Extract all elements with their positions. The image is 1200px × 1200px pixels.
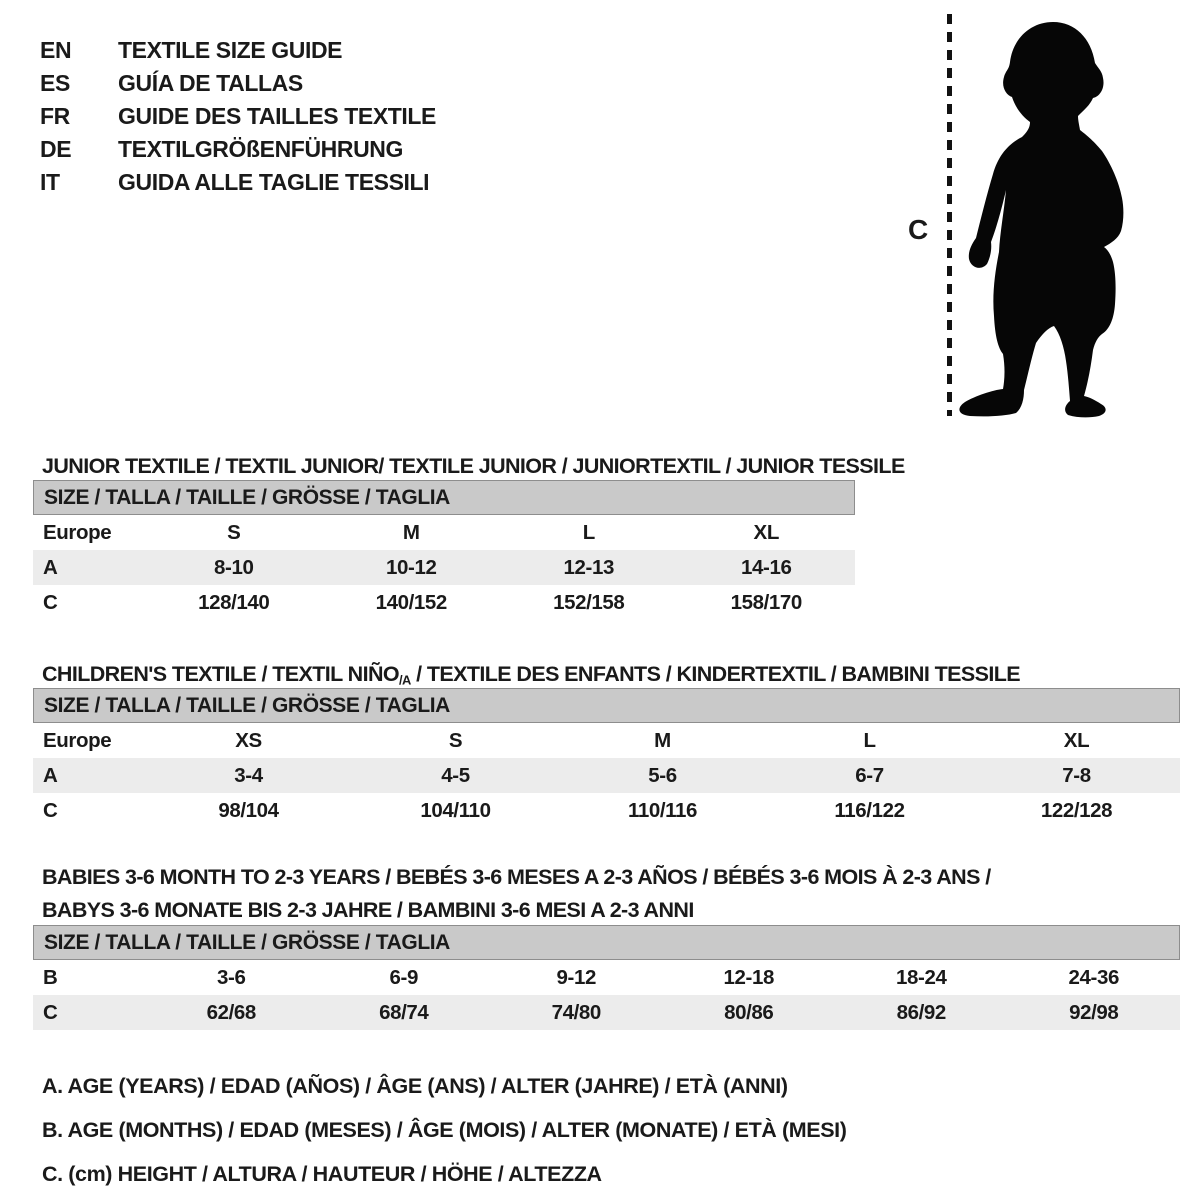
language-row-fr [40, 100, 436, 133]
junior-size-table [33, 480, 855, 620]
children-size-header-bar: SIZE / TALLA / TAILLE / GRÖSSE / TAGLIA [33, 688, 1180, 723]
language-row-es [40, 67, 436, 100]
height-cell: 152/158 [553, 591, 625, 614]
height-cell: 80/86 [724, 1001, 774, 1024]
babies-size-table [33, 925, 1180, 1030]
age-cell: 9-12 [556, 966, 596, 989]
size-cell: XL [753, 521, 779, 544]
language-title: TEXTILGRÖßENFÜHRUNG [118, 136, 403, 162]
age-cell: 5-6 [648, 764, 677, 787]
size-cell: L [582, 521, 595, 544]
babies-height-row [33, 995, 1180, 1030]
children-title-text: / TEXTILE DES ENFANTS / KINDERTEXTIL / BAMBINI TESSILE [410, 661, 1020, 686]
size-cell: S [448, 729, 463, 752]
height-cell: 122/128 [1040, 799, 1113, 822]
age-cell: 18-24 [896, 966, 947, 989]
age-cell: 24-36 [1068, 966, 1119, 989]
size-cell: S [227, 521, 241, 544]
row-label: C [43, 799, 58, 822]
junior-height-row [33, 585, 855, 620]
height-cell: 104/110 [420, 799, 491, 822]
legend-line-c: C. (cm) HEIGHT / ALTURA / HAUTEUR / HÖHE / ALTEZZA [42, 1162, 602, 1186]
legend-line-a: A. AGE (YEARS) / EDAD (AÑOS) / ÂGE (ANS) / ALTER (JAHRE) / ETÀ (ANNI) [42, 1074, 788, 1098]
row-label: C [43, 591, 58, 614]
babies-size-header-bar: SIZE / TALLA / TAILLE / GRÖSSE / TAGLIA [33, 925, 1180, 960]
language-code: IT [40, 169, 60, 195]
height-cell: 158/170 [730, 591, 802, 614]
size-cell: L [863, 729, 876, 752]
age-cell: 14-16 [741, 556, 792, 579]
age-cell: 4-5 [441, 764, 470, 787]
junior-size-header-bar: SIZE / TALLA / TAILLE / GRÖSSE / TAGLIA [33, 480, 855, 515]
age-cell: 12-18 [723, 966, 774, 989]
measure-legend [42, 1064, 847, 1196]
size-cell: M [402, 521, 420, 544]
age-cell: 6-9 [389, 966, 418, 989]
children-size-table [33, 688, 1180, 828]
children-age-row [33, 758, 1180, 793]
language-code: ES [40, 70, 70, 96]
babies-section-title [42, 861, 991, 927]
age-cell: 3-6 [217, 966, 246, 989]
row-label: B [43, 966, 58, 989]
height-cell: 110/116 [627, 799, 698, 822]
height-cell: 62/68 [206, 1001, 256, 1024]
size-cell: XS [235, 729, 262, 752]
row-label: A [43, 764, 58, 787]
junior-section-title: JUNIOR TEXTILE / TEXTIL JUNIOR/ TEXTILE JUNIOR / JUNIORTEXTIL / JUNIOR TESSILE [42, 453, 905, 478]
age-cell: 10-12 [386, 556, 437, 579]
babies-title-line1: BABIES 3-6 MONTH TO 2-3 YEARS / BEBÉS 3-6 MESES A 2-3 AÑOS / BÉBÉS 3-6 MOIS À 2-3 ANS / [42, 864, 991, 889]
age-cell: 3-4 [234, 764, 263, 787]
row-label: A [43, 556, 58, 579]
language-header [40, 34, 436, 199]
children-section-title [42, 662, 1020, 688]
age-cell: 12-13 [563, 556, 614, 579]
row-label: C [43, 1001, 58, 1024]
height-cell: 86/92 [896, 1001, 946, 1024]
language-row-de [40, 133, 436, 166]
height-cell: 140/152 [375, 591, 447, 614]
legend-line-b: B. AGE (MONTHS) / EDAD (MESES) / ÂGE (MOIS) / ALTER (MONATE) / ETÀ (MESI) [42, 1118, 847, 1142]
language-code: FR [40, 103, 70, 129]
height-cell: 92/98 [1069, 1001, 1119, 1024]
junior-age-row [33, 550, 855, 585]
babies-age-row [33, 960, 1180, 995]
height-cell: 116/122 [834, 799, 905, 822]
toddler-silhouette-icon [943, 12, 1155, 418]
age-cell: 7-8 [1062, 764, 1091, 787]
language-title: GUIDE DES TAILLES TEXTILE [118, 103, 436, 129]
language-title: GUÍA DE TALLAS [118, 70, 303, 96]
age-cell: 6-7 [855, 764, 884, 787]
language-row-it [40, 166, 436, 199]
children-title-text: CHILDREN'S TEXTILE / TEXTIL NIÑO [42, 661, 400, 686]
language-title: TEXTILE SIZE GUIDE [118, 37, 343, 63]
height-cell: 98/104 [218, 799, 279, 822]
row-label: Europe [43, 729, 112, 752]
junior-europe-row [33, 515, 855, 550]
height-cell: 68/74 [379, 1001, 429, 1024]
children-europe-row [33, 723, 1180, 758]
babies-title-line2: BABYS 3-6 MONATE BIS 2-3 JAHRE / BAMBINI 3-6 MESI A 2-3 ANNI [42, 897, 694, 922]
size-cell: M [654, 729, 671, 752]
height-marker-label: C [908, 214, 928, 245]
language-title: GUIDA ALLE TAGLIE TESSILI [118, 169, 430, 195]
height-cell: 128/140 [198, 591, 270, 614]
age-cell: 8-10 [214, 556, 254, 579]
language-code: DE [40, 136, 72, 162]
language-row-en [40, 34, 436, 67]
size-cell: XL [1063, 729, 1090, 752]
height-cell: 74/80 [551, 1001, 601, 1024]
row-label: Europe [43, 521, 112, 544]
language-code: EN [40, 37, 72, 63]
children-title-subscript: /A [399, 672, 411, 688]
children-height-row [33, 793, 1180, 828]
